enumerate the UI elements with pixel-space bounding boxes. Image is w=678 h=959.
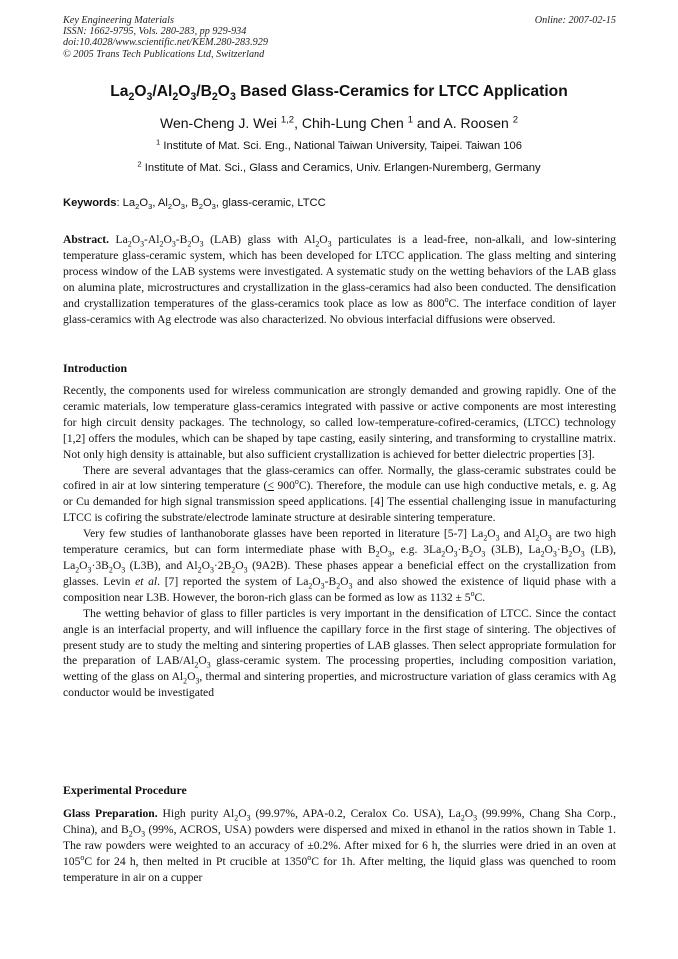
introduction-body (63, 383, 616, 701)
intro-paragraph-2: There are several advantages that the glass-ceramics can offer. Normally, the glass-ceramic substrates could be cofired in air at low sintering temperature (< $900^oC$). Therefore, the module can use high conductive metals, e. g. Ag or Cu demanded for high signal transmission speed applications. [4] The essential challenging issue in manufacturing LTCC is cofiring the substrate/electrode laminate structure at desirable sintering temperature. (63, 463, 616, 525)
affiliation-2: $^2$ Institute of Mat. Sci., Glass and Ceramics, Univ. Erlangen-Nuremberg, Germany (137, 159, 541, 174)
keywords-label: Keywords (63, 197, 117, 209)
doi-line: doi:10.4028/www.scientific.net/KEM.280-283.929 (63, 37, 268, 49)
issn-line: ISSN: 1662-9795, Vols. 280-283, pp 929-934 (63, 26, 247, 38)
author-list: Wen-Cheng J. Wei $^{1,2}$, Chih-Lung Chen $^1$ and A. Roosen $^2$ (160, 114, 518, 131)
keywords: Keywords: $La_2O_3$, $Al_2O_3$, $B_2O_3$, glass-ceramic, LTCC (63, 197, 326, 212)
intro-paragraph-3: Very few studies of lanthanoborate glasses have been reported in literature [5-7] $La_2O_3$ and $Al_2O_3$ are two high temperature ceramics, but can form intermediate phase with $B_2O_3$, e.g. $3La_2O_3\cdot B_2O_3$ (3LB), $La_2O_3\cdot B_2O_3$ (LB), $La_2O_3\cdot 3B_2O_3$ (L3B), and $Al_2O_3\cdot 2B_2O_3$ (9A2B). These phases appear a beneficial effect on the crystallization from glasses. Levin et al. [7] reported the system of $La_2O_3-B_2O_3$ and also showed the existence of liquid phase with a composition near L3B. However, the boron-rich glass can be formed as low as $1132 \pm 5^oC$. (63, 527, 616, 604)
paper-title: $La_2O_3/Al_2O_3/B_2O_3$ Based Glass-Ceramics for LTCC Application (110, 83, 568, 104)
journal-name: Key Engineering Materials (63, 15, 174, 26)
section-heading-experimental: Experimental Procedure (63, 783, 187, 797)
abstract: Abstract. $La_2O_3-Al_2O_3-B_2O_3$ (LAB) glass with $Al_2O_3$ particulates is a lead-free, non-alkali, and low-sintering temperature glass-ceramic system, which has been developed for LTCC application. The glass melting and sintering process window of the LAB systems were investigated. A systematic study on the wetting behaviors of the LAB glass on alumina plate, microstructures and crystallization in the glass-ceramics had also been conducted. The densification and crystallization temperatures of the glass-ceramics took place as low as 800$^o$C. The interface condition of layer glass-ceramics with Ag electrode was also characterized. No obvious interfacial diffusions were observed. (63, 233, 616, 326)
online-date: Online: 2007-02-15 (534, 15, 616, 26)
section-heading-introduction: Introduction (63, 361, 128, 375)
abstract-label: Abstract. (63, 233, 110, 246)
intro-paragraph-1: Recently, the components used for wireless communication are strongly demanded and growing rapidly. One of the ceramic materials, low temperature glass-ceramics integrated with passive or active components are most interesting for high circuit density packages. The technology, so called low-temperature-cofired-ceramics, (LTCC) technology [1,2] offers the modules, which can be shaped by tape casting, easily sintering, and transforming to crystalline matrix. Not only high density is attainable, but also sufficient crystallization is achieved for better dielectric properties [3]. (63, 384, 616, 461)
intro-paragraph-4: The wetting behavior of glass to filler particles is very important in the densification of LTCC. Since the contact angle is an interfacial property, and will influence the capillary force in the first stage of sintering. The objectives of present study are to study the melting and sintering properties of LAB glasses. Then select appropriate formulation for the preparation of LAB/$Al_2O_3$ glass-ceramic system. The processing properties, including composition variation, wetting of the glass on $Al_2O_3$, thermal and sintering properties, and microstructure variation of glass ceramics with Ag conductor would be investigated (63, 606, 617, 700)
glass-preparation-label: Glass Preparation. (63, 807, 158, 820)
copyright-line: © 2005 Trans Tech Publications Ltd, Switzerland (63, 48, 265, 60)
experimental-body: Glass Preparation. High purity $Al_2O_3$ (99.97%, APA-0.2, Ceralox Co. USA), $La_2O_3$ (99.99%, Chang Sha Corp., China), and $B_2O_3$ (99%, ACROS, USA) powders were dispersed and mixed in ethanol in the ratios shown in Table 1. The raw powders were weighted to an accuracy of ±0.2%. After mixed for 6 h, the slurries were dried in an oven at 105$^o$C for 24 h, then melted in Pt crucible at 1350$^o$C for 1h. After melting, the liquid glass was quenched to room temperature in air on a cupper (63, 807, 616, 884)
journal-header (63, 15, 616, 60)
affiliation-1: $^1$ Institute of Mat. Sci. Eng., National Taiwan University, Taipei. Taiwan 106 (156, 137, 522, 152)
